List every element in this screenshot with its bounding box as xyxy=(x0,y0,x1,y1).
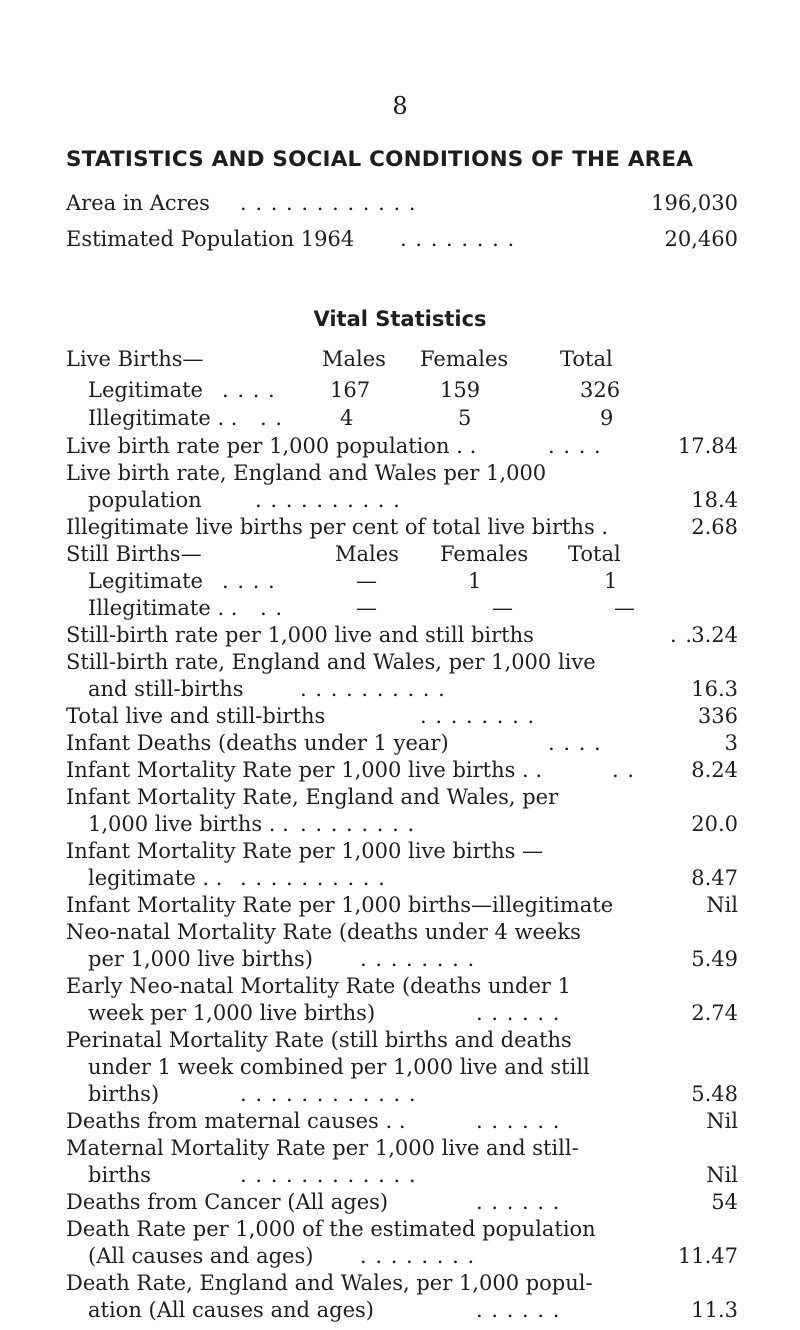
illegit-males: 4 xyxy=(340,406,354,430)
neonatal-label-2: per 1,000 live births) xyxy=(88,947,313,971)
death-rate-value: 11.47 xyxy=(677,1244,738,1268)
ew-live-birth-rate-value: 18.4 xyxy=(691,488,738,512)
ew-imr-label-2: 1,000 live births . . xyxy=(88,812,289,836)
ew-live-birth-rate-label-2: population xyxy=(88,488,202,512)
maternal-deaths-label: Deaths from maternal causes . . xyxy=(66,1109,406,1133)
illegit-label: Illegitimate . . xyxy=(88,406,238,430)
ew-stillbirth-rate-leader: . . . . . . . . . . xyxy=(300,677,446,701)
imr-leader: . . xyxy=(612,758,636,782)
perinatal-value: 5.48 xyxy=(691,1082,738,1106)
ew-stillbirth-rate-label-2: and still-births xyxy=(88,677,244,701)
cancer-deaths-leader: . . . . . . xyxy=(476,1190,561,1214)
imr-label: Infant Mortality Rate per 1,000 live births . . xyxy=(66,758,543,782)
stillbirth-rate-label: Still-birth rate per 1,000 live and still births xyxy=(66,623,534,647)
death-rate-label-2: (All causes and ages) xyxy=(88,1244,314,1268)
live-birth-rate-leader: . . . . xyxy=(548,434,602,458)
sb-legit-total: 1 xyxy=(604,569,618,593)
col-males: Males xyxy=(322,347,386,371)
maternal-rate-label-2: births xyxy=(88,1163,151,1187)
ew-imr-value: 20.0 xyxy=(691,812,738,836)
page-title: STATISTICS AND SOCIAL CONDITIONS OF THE AREA xyxy=(66,147,694,172)
perinatal-label-3: births) xyxy=(88,1082,160,1106)
imr-legit-label-2: legitimate . . xyxy=(88,866,223,890)
area-acres-value: 196,030 xyxy=(651,191,738,215)
early-neonatal-label: Early Neo-natal Mortality Rate (deaths under 1 xyxy=(66,974,571,998)
sb-illegit-total: — xyxy=(614,596,635,620)
maternal-rate-label: Maternal Mortality Rate per 1,000 live and still- xyxy=(66,1136,579,1160)
imr-illegit-value: Nil xyxy=(706,893,738,917)
neonatal-leader: . . . . . . . . xyxy=(360,947,476,971)
perinatal-label: Perinatal Mortality Rate (still births and deaths xyxy=(66,1028,572,1052)
ew-stillbirth-rate-label: Still-birth rate, England and Wales, per 1,000 live xyxy=(66,650,596,674)
early-neonatal-leader: . . . . . . xyxy=(476,1001,561,1025)
infant-deaths-label: Infant Deaths (deaths under 1 year) xyxy=(66,731,449,755)
perinatal-leader: . . . . . . . . . . . . xyxy=(240,1082,417,1106)
area-acres-label: Area in Acres xyxy=(66,191,210,215)
ew-death-rate-label-2: ation (All causes and ages) xyxy=(88,1298,374,1322)
live-birth-rate-value: 17.84 xyxy=(677,434,738,458)
sb-illegit-males: — xyxy=(356,596,377,620)
early-neonatal-label-2: week per 1,000 live births) xyxy=(88,1001,376,1025)
sb-illegit-label: Illegitimate . . xyxy=(88,596,238,620)
neonatal-value: 5.49 xyxy=(691,947,738,971)
illegit-percent-label: Illegitimate live births per cent of total live births . xyxy=(66,515,609,539)
imr-legit-leader: . . . . . . . . . . xyxy=(240,866,386,890)
area-acres-leader: . . . . . . . . . . . . xyxy=(240,191,417,215)
legit-label: Legitimate xyxy=(88,378,203,402)
infant-deaths-leader: . . . . xyxy=(548,731,602,755)
col-total: Total xyxy=(560,347,613,371)
legit-females: 159 xyxy=(440,378,481,402)
population-leader: . . . . . . . . xyxy=(400,227,516,251)
illegit-percent-value: 2.68 xyxy=(691,515,738,539)
ew-death-rate-label: Death Rate, England and Wales, per 1,000 popul- xyxy=(66,1271,593,1295)
death-rate-label: Death Rate per 1,000 of the estimated population xyxy=(66,1217,596,1241)
ew-imr-label: Infant Mortality Rate, England and Wales, per xyxy=(66,785,559,809)
sb-col-males: Males xyxy=(335,542,399,566)
neonatal-label: Neo-natal Mortality Rate (deaths under 4 weeks xyxy=(66,920,581,944)
page-number: 8 xyxy=(392,92,408,120)
col-females: Females xyxy=(420,347,509,371)
sb-legit-leader: . . . . xyxy=(222,569,276,593)
sb-legit-females: 1 xyxy=(468,569,482,593)
legit-total: 326 xyxy=(580,378,621,402)
sb-illegit-leader: . . xyxy=(260,596,284,620)
sb-legit-males: — xyxy=(356,569,377,593)
ew-stillbirth-rate-value: 16.3 xyxy=(691,677,738,701)
sb-illegit-females: — xyxy=(492,596,513,620)
total-live-still-label: Total live and still-births xyxy=(66,704,326,728)
imr-value: 8.24 xyxy=(691,758,738,782)
legit-males: 167 xyxy=(330,378,371,402)
live-birth-rate-label: Live birth rate per 1,000 population . . xyxy=(66,434,477,458)
imr-legit-label: Infant Mortality Rate per 1,000 live births — xyxy=(66,839,544,863)
population-value: 20,460 xyxy=(664,227,738,251)
total-live-still-leader: . . . . . . . . xyxy=(420,704,536,728)
illegit-leader: . . xyxy=(260,406,284,430)
infant-deaths-value: 3 xyxy=(724,731,738,755)
ew-death-rate-leader: . . . . . . xyxy=(476,1298,561,1322)
ew-live-birth-rate-label: Live birth rate, England and Wales per 1,000 xyxy=(66,461,547,485)
total-live-still-value: 336 xyxy=(697,704,738,728)
cancer-deaths-label: Deaths from Cancer (All ages) xyxy=(66,1190,389,1214)
stillbirth-rate-leader: . . xyxy=(670,623,694,647)
still-births-heading: Still Births— xyxy=(66,542,202,566)
illegit-total: 9 xyxy=(600,406,614,430)
maternal-rate-value: Nil xyxy=(706,1163,738,1187)
early-neonatal-value: 2.74 xyxy=(691,1001,738,1025)
maternal-deaths-leader: . . . . . . xyxy=(476,1109,561,1133)
sb-legit-label: Legitimate xyxy=(88,569,203,593)
legit-leader: . . . . xyxy=(222,378,276,402)
stillbirth-rate-value: 3.24 xyxy=(691,623,738,647)
imr-illegit-label: Infant Mortality Rate per 1,000 births—illegitimate xyxy=(66,893,614,917)
death-rate-leader: . . . . . . . . xyxy=(360,1244,476,1268)
maternal-deaths-value: Nil xyxy=(706,1109,738,1133)
maternal-rate-leader: . . . . . . . . . . . . xyxy=(240,1163,417,1187)
sb-col-total: Total xyxy=(568,542,621,566)
illegit-females: 5 xyxy=(458,406,472,430)
population-label: Estimated Population 1964 xyxy=(66,227,355,251)
sb-col-females: Females xyxy=(440,542,529,566)
imr-legit-value: 8.47 xyxy=(691,866,738,890)
vital-statistics-heading: Vital Statistics xyxy=(313,307,487,331)
cancer-deaths-value: 54 xyxy=(711,1190,738,1214)
ew-death-rate-value: 11.3 xyxy=(691,1298,738,1322)
live-births-heading: Live Births— xyxy=(66,347,204,371)
ew-live-birth-rate-leader: . . . . . . . . . . xyxy=(255,488,401,512)
ew-imr-leader: . . . . . . . . xyxy=(300,812,416,836)
perinatal-label-2: under 1 week combined per 1,000 live and still xyxy=(88,1055,590,1079)
